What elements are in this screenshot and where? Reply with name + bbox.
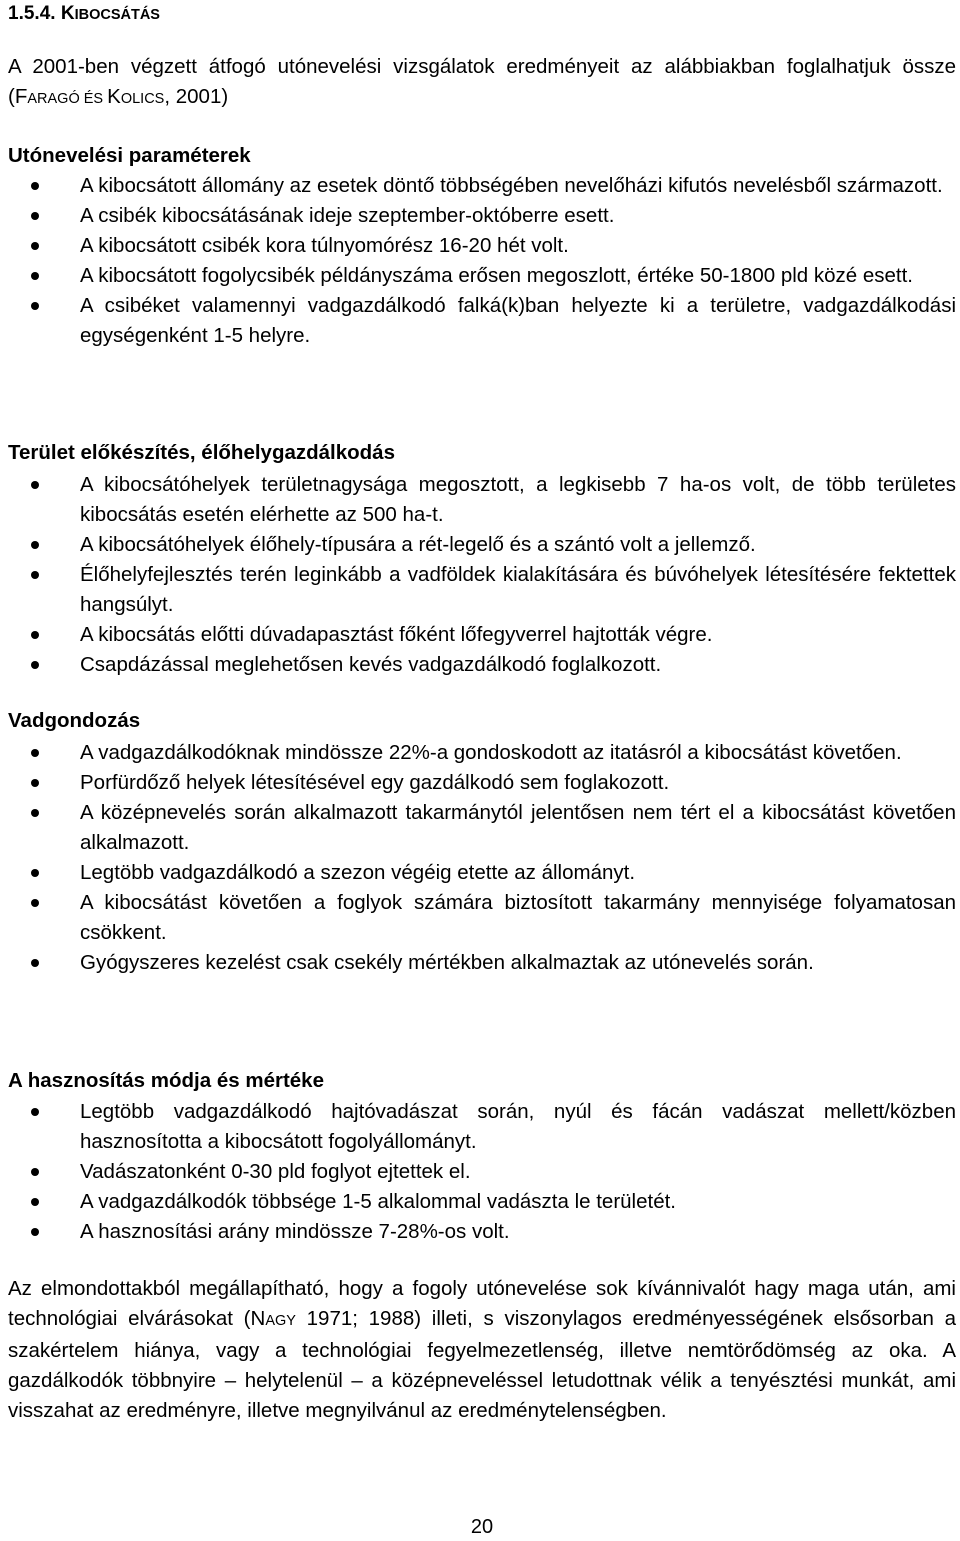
- page-number: 20: [470, 1516, 494, 1538]
- section-heading-utoneveles: Utónevelési paraméterek: [8, 144, 251, 167]
- list-item: A kibocsátóhelyek területnagysága megosztott, a legkisebb 7 ha-os volt, de több területes kibocsátás esetén elérhette az 500 ha-t.: [8, 470, 956, 530]
- list-item: A kibocsátott állomány az esetek döntő többségében nevelőházi kifutós nevelésből származott.: [8, 171, 956, 201]
- bullet-icon: [31, 661, 39, 669]
- bullet-icon: [31, 212, 39, 220]
- list-item: Legtöbb vadgazdálkodó hajtóvadászat során, nyúl és fácán vadászat mellett/közben hasznosította a kibocsátott fogolyállományt.: [8, 1097, 956, 1157]
- section-heading-hasznositas: A hasznosítás módja és mértéke: [8, 1069, 324, 1092]
- list-item: A csibéket valamennyi vadgazdálkodó falká(k)ban helyezte ki a területre, vadgazdálkodási egységenként 1-5 helyre.: [8, 291, 956, 351]
- section-title: KIBOCSÁTÁS: [60, 3, 160, 24]
- citation-author: FARAGÓ ÉS KOLICS: [14, 85, 165, 108]
- list-item: Legtöbb vadgazdálkodó a szezon végéig etette az állományt.: [8, 858, 956, 888]
- bullet-icon: [31, 571, 39, 579]
- bullet-icon: [31, 899, 39, 907]
- bullet-icon: [31, 1198, 39, 1206]
- list-item: A hasznosítási arány mindössze 7-28%-os volt.: [8, 1217, 956, 1247]
- list-item: A középnevelés során alkalmazott takarmánytól jelentősen nem tért el a kibocsátást követően alkalmazott.: [8, 798, 956, 858]
- bullet-icon: [31, 1228, 39, 1236]
- list-item: Porfürdőző helyek létesítésével egy gazdálkodó sem foglakozott.: [8, 768, 956, 798]
- bullet-icon: [31, 749, 39, 757]
- bullet-list-vadgondozas: [8, 738, 956, 978]
- list-item: A csibék kibocsátásának ideje szeptember-októberre esett.: [8, 201, 956, 231]
- section-heading-terulet: Terület előkészítés, élőhelygazdálkodás: [8, 441, 395, 464]
- list-item: Gyógyszeres kezelést csak csekély mértékben alkalmaztak az utónevelés során.: [8, 948, 956, 978]
- list-item: A kibocsátóhelyek élőhely-típusára a rét-legelő és a szántó volt a jellemző.: [8, 530, 956, 560]
- list-item: Vadászatonként 0-30 pld foglyot ejtettek el.: [8, 1157, 956, 1187]
- list-item: A vadgazdálkodóknak mindössze 22%-a gondoskodott az itatásról a kibocsátást követően.: [8, 738, 956, 768]
- intro-paragraph: A 2001-ben végzett átfogó utónevelési vizsgálatok eredményeit az alábbiakban foglalhatjuk össze (FARAGÓ ÉS KOLICS, 2001): [8, 55, 956, 108]
- list-item: A vadgazdálkodók többsége 1-5 alkalommal vadászta le területét.: [8, 1187, 956, 1217]
- bullet-icon: [31, 242, 39, 250]
- conclusion-paragraph: Az elmondottakból megállapítható, hogy a fogoly utónevelése sok kívánnivalót hagy maga után, ami technológiai elvárásokat (NAGY 1971; 1988) illeti, s viszonylagos eredményességének elsősorban a szakértelem hiánya, vagy a technológiai fegyelmezetlenség, illetve nemtörődömség az oka. A gazdálkodók többnyire – helytelenül – a középneveléssel letudottnak vélik a tenyésztési munkát, ami visszahat az eredményre, illetve megnyilvánul az eredménytelenségben.: [8, 1277, 956, 1422]
- bullet-icon: [31, 1108, 39, 1116]
- bullet-icon: [31, 809, 39, 817]
- list-item: Csapdázással meglehetősen kevés vadgazdálkodó foglalkozott.: [8, 650, 956, 680]
- bullet-icon: [31, 869, 39, 877]
- section-heading: [8, 2, 160, 27]
- bullet-icon: [31, 631, 39, 639]
- list-item: Élőhelyfejlesztés terén leginkább a vadföldek kialakítására és búvóhelyek létesítésére fektettek hangsúlyt.: [8, 560, 956, 620]
- bullet-icon: [31, 959, 39, 967]
- bullet-list-terulet: [8, 470, 956, 680]
- citation-author: NAGY: [250, 1307, 296, 1330]
- list-item: A kibocsátás előtti dúvadapasztást főként lőfegyverrel hajtották végre.: [8, 620, 956, 650]
- bullet-icon: [31, 1168, 39, 1176]
- bullet-icon: [31, 272, 39, 280]
- bullet-icon: [31, 481, 39, 489]
- bullet-list-hasznositas: [8, 1097, 956, 1247]
- list-item: A kibocsátott fogolycsibék példányszáma erősen megoszlott, értéke 50-1800 pld közé esett.: [8, 261, 956, 291]
- section-number: 1.5.4.: [8, 3, 56, 24]
- bullet-list-utoneveles: [8, 171, 956, 351]
- section-heading-vadgondozas: Vadgondozás: [8, 709, 141, 732]
- bullet-icon: [31, 779, 39, 787]
- bullet-icon: [31, 182, 39, 190]
- bullet-icon: [31, 541, 39, 549]
- list-item: A kibocsátást követően a foglyok számára biztosított takarmány mennyisége folyamatosan csökkent.: [8, 888, 956, 948]
- list-item: A kibocsátott csibék kora túlnyomórész 16-20 hét volt.: [8, 231, 956, 261]
- bullet-icon: [31, 302, 39, 310]
